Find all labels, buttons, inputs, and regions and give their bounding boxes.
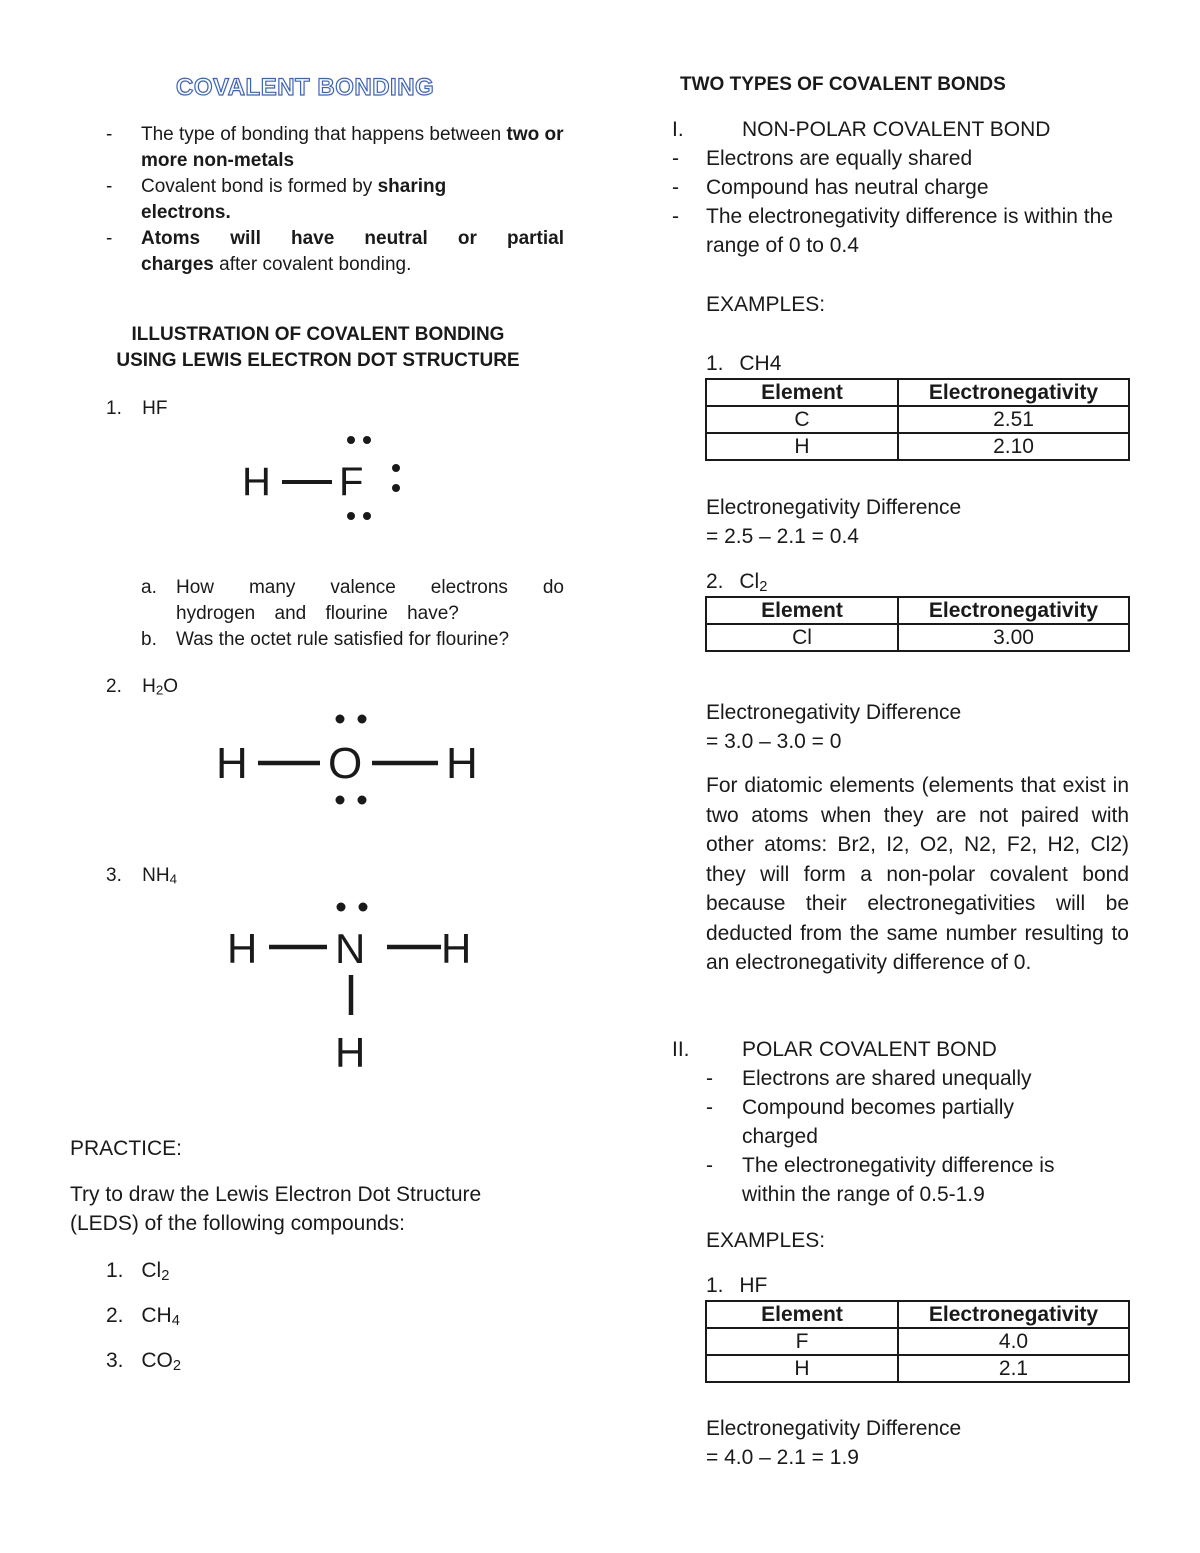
section-nonpolar (672, 115, 1132, 260)
table-row: H 2.10 (706, 433, 1129, 460)
electron-dot (392, 464, 400, 472)
table-row: C 2.51 (706, 406, 1129, 433)
electron-dot (347, 436, 355, 444)
electron-dot (337, 903, 346, 912)
table-row: F 4.0 (706, 1328, 1129, 1355)
atom-h: H (335, 1029, 366, 1075)
electron-dot (358, 715, 367, 724)
cl2-difference: Electronegativity Difference = 3.0 – 3.0 = 0 (706, 701, 962, 753)
table-row: Cl 3.00 (706, 624, 1129, 651)
bullet-item: - Covalent bond is formed by sharing electrons. (106, 176, 447, 223)
intro-bullets (106, 122, 564, 278)
bullet-item: - Compound has neutral charge (672, 176, 989, 199)
list-item: 2. $CH_4$ (106, 1304, 180, 1329)
illustration-heading: ILLUSTRATION OF COVALENT BONDING USING LEWIS ELECTRON DOT STRUCTURE (116, 324, 520, 371)
hf-lewis-structure (230, 430, 420, 525)
nh4-lewis-structure (215, 895, 485, 1075)
example-h2o-label: 2. $H_2O$ (106, 676, 179, 698)
page-title: COVALENT BONDING (176, 74, 435, 101)
hf-questions (141, 575, 564, 653)
h2o-lewis-structure (210, 705, 490, 810)
example-nh4-label: 3. $NH_4$ (106, 865, 177, 887)
hf-electronegativity-table (705, 1300, 1130, 1383)
practice-intro: Try to draw the Lewis Electron Dot Structure (LEDS) of the following compounds: (70, 1183, 482, 1235)
atom-h: H (441, 925, 472, 972)
cl2-electronegativity-table (705, 596, 1130, 652)
examples-label: EXAMPLES: (706, 293, 826, 316)
example-hf-label: 1. HF (106, 398, 168, 419)
electron-dot (358, 796, 367, 805)
table-header-row: Element Electronegativity (706, 379, 1129, 406)
electron-dot (336, 715, 345, 724)
section-heading: TWO TYPES OF COVALENT BONDS (680, 74, 1006, 95)
table-header-row: Element Electronegativity (706, 597, 1129, 624)
question-item: b. Was the octet rule satisfied for flourine? (141, 629, 510, 650)
table-row: H 2.1 (706, 1355, 1129, 1382)
hf-difference: Electronegativity Difference = 4.0 – 2.1 = 1.9 (706, 1417, 962, 1469)
atom-h: H (242, 460, 271, 504)
diatomic-paragraph: For diatomic elements (elements that exist in two atoms when they are not paired with other atoms: Br2, I2, O2, N2, F2, H2, Cl2) they will form a non-polar covalent bond because their electronegativities will be deducted from the same number resulting to an electronegativity difference of 0. (706, 774, 1129, 974)
question-item: a. How many valence electrons do hydrogen and flourine have? (141, 577, 564, 624)
example-hf-label-right: 1. HF (706, 1274, 768, 1297)
section-title: I. NON-POLAR COVALENT BOND (672, 118, 1051, 141)
bullet-item: - Electrons are equally shared (672, 147, 973, 170)
bullet-item: - Compound becomes partially charged (706, 1096, 1014, 1148)
bullet-item: - The electronegativity difference is within the range of 0 to 0.4 (672, 205, 1113, 257)
list-item: 1. $Cl_2$ (106, 1259, 170, 1284)
atom-h: H (216, 739, 248, 788)
section-polar (672, 1035, 1112, 1209)
atom-f: F (339, 460, 364, 504)
example-ch4-label: 1. CH4 (706, 352, 782, 375)
bullet-item: - The type of bonding that happens between two or more non-metals (106, 124, 564, 171)
atom-h: H (227, 925, 258, 972)
section-title: II. POLAR COVALENT BOND (672, 1038, 997, 1061)
practice-heading: PRACTICE: (70, 1137, 183, 1160)
electron-dot (347, 512, 355, 520)
electron-dot (363, 512, 371, 520)
electron-dot (392, 484, 400, 492)
examples-label-2: EXAMPLES: (706, 1229, 826, 1252)
example-cl2-label: 2. $Cl_2$ (706, 570, 768, 595)
table-header-row: Element Electronegativity (706, 1301, 1129, 1328)
practice-list (106, 1256, 181, 1391)
ch4-difference: Electronegativity Difference = 2.5 – 2.1 = 0.4 (706, 496, 962, 548)
ch4-electronegativity-table (705, 378, 1130, 461)
atom-n: N (335, 925, 366, 972)
bullet-item: - Electrons are shared unequally (706, 1067, 1032, 1090)
bullet-item: - The electronegativity difference is within the range of 0.5-1.9 (706, 1154, 1055, 1206)
bullet-item: - Atoms will have neutral or partial charges after covalent bonding. (106, 228, 564, 275)
electron-dot (363, 436, 371, 444)
list-item: 3. $CO_2$ (106, 1349, 182, 1374)
atom-o: O (328, 739, 363, 788)
electron-dot (336, 796, 345, 805)
atom-h: H (446, 739, 478, 788)
electron-dot (359, 903, 368, 912)
